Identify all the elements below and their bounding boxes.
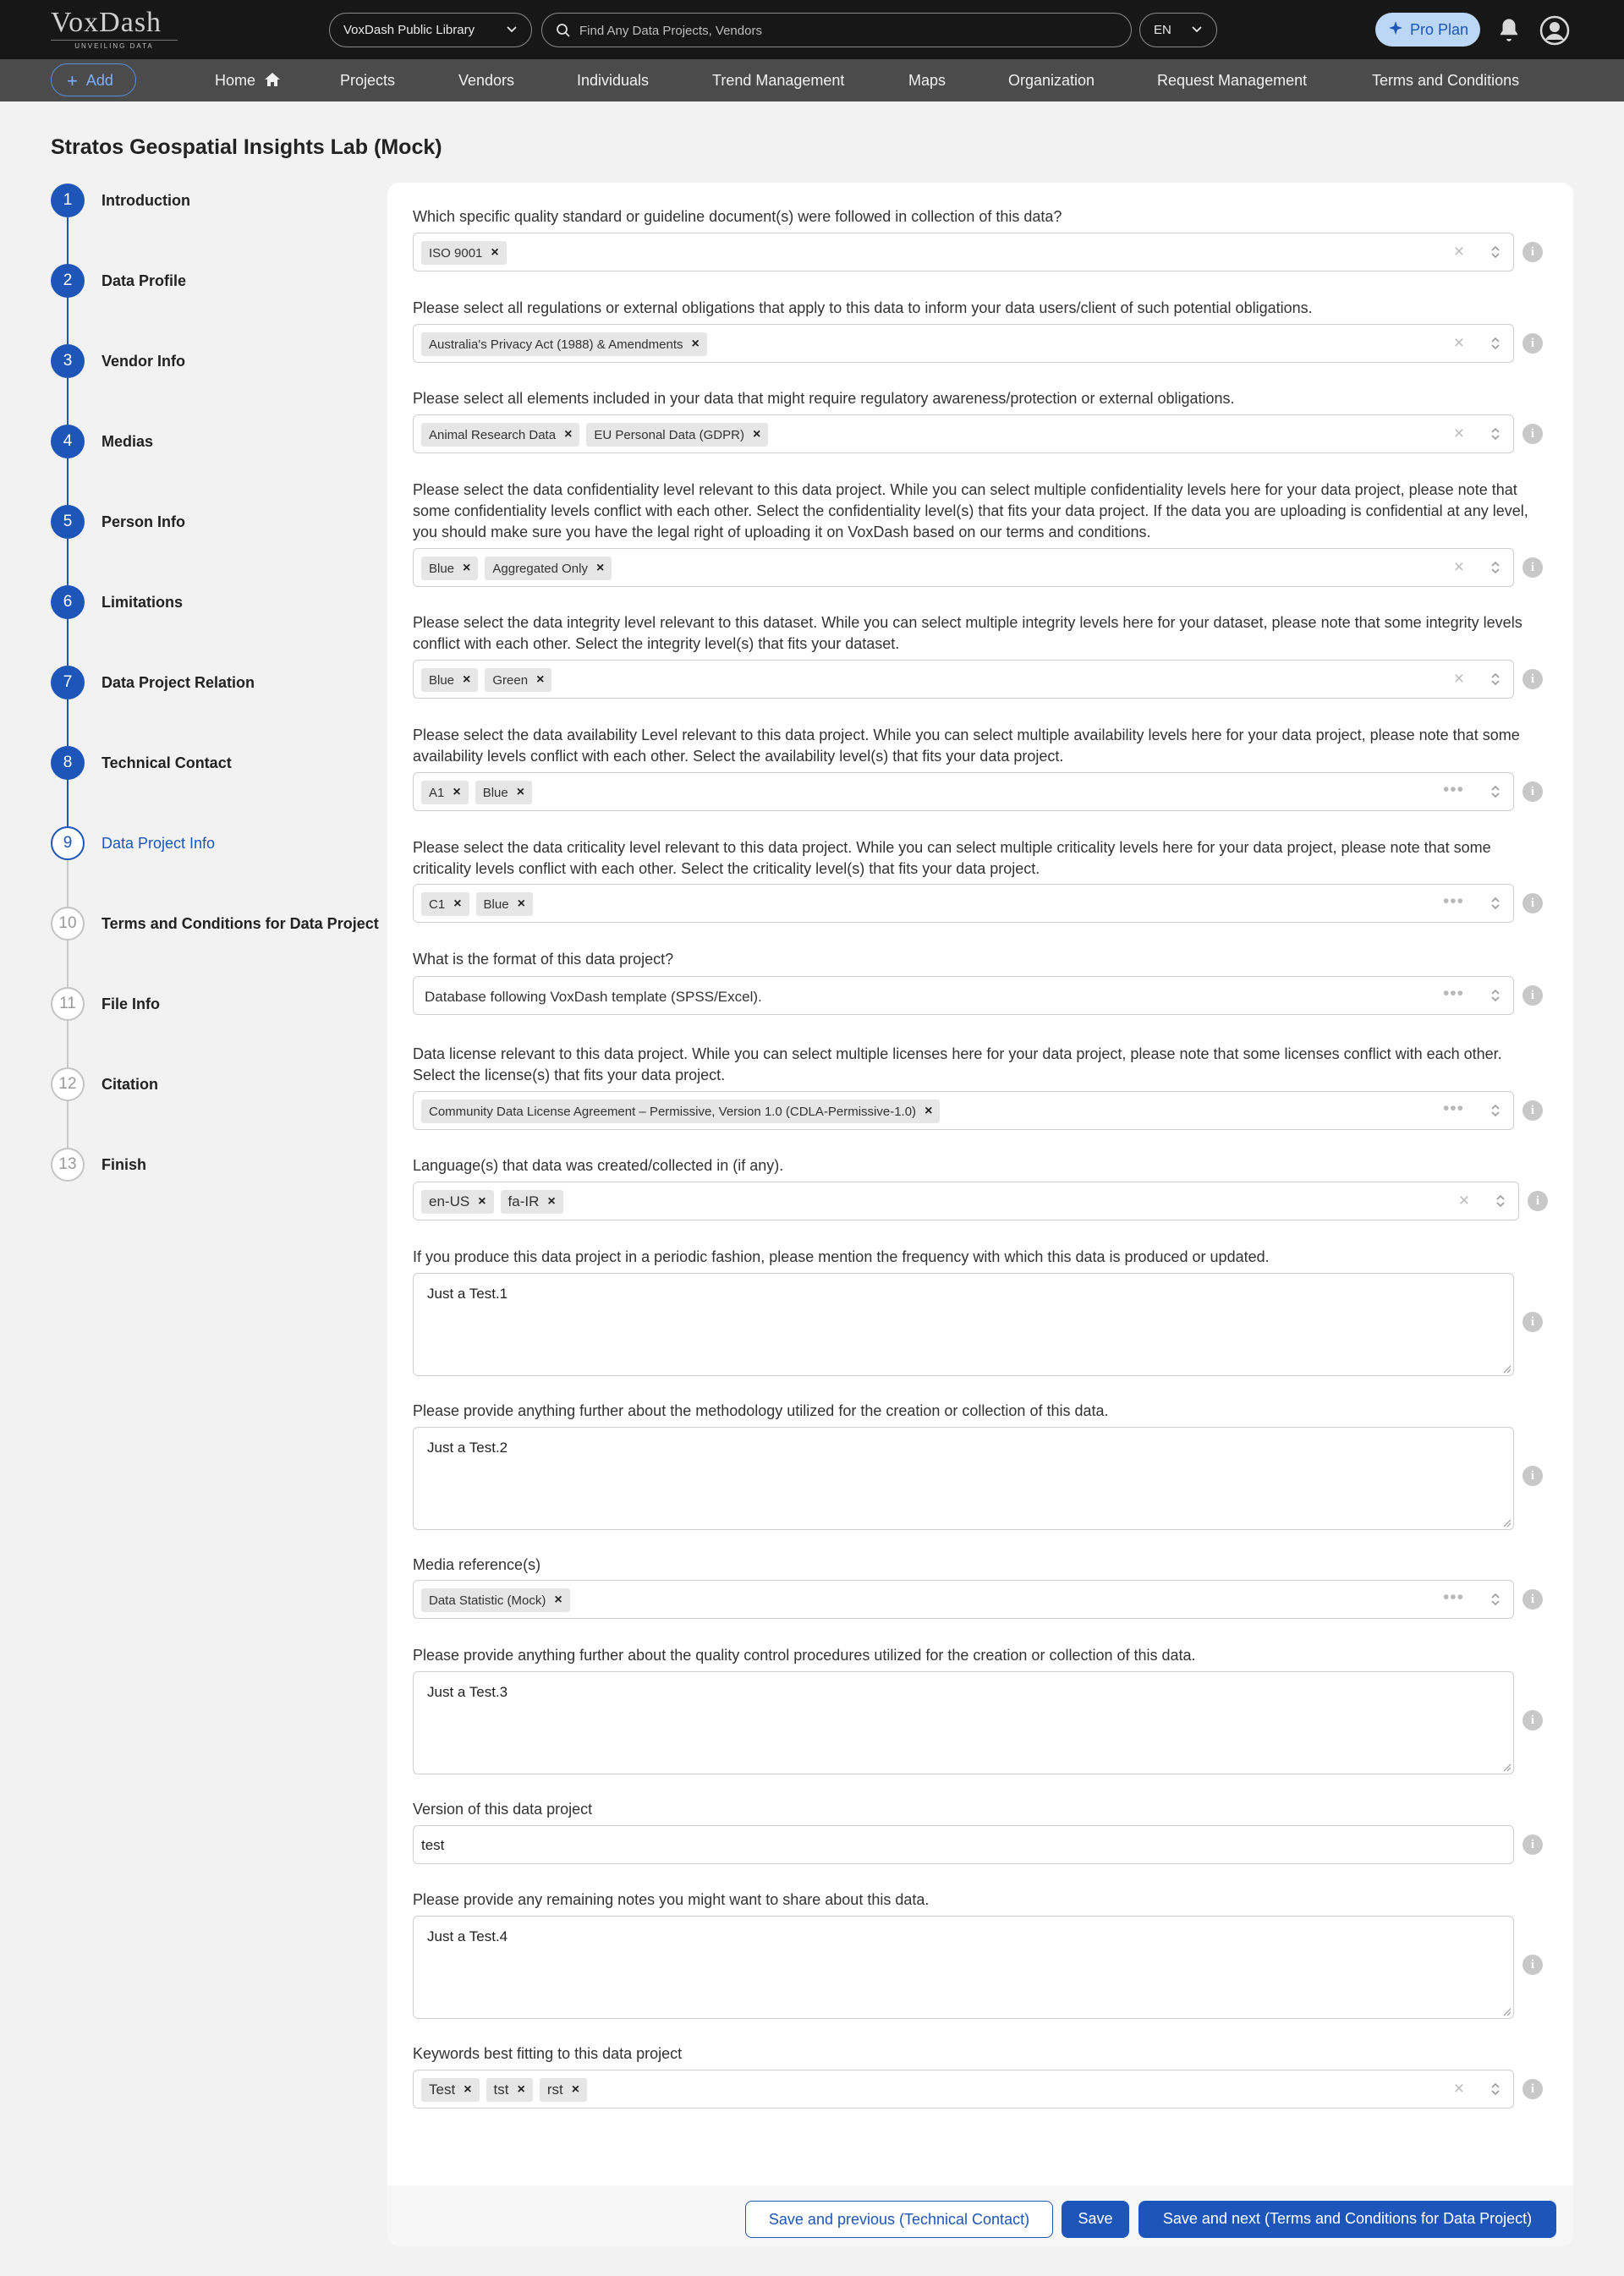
pro-plan-button[interactable] bbox=[1375, 13, 1480, 47]
chip-label: Animal Research Data bbox=[429, 427, 557, 442]
remove-chip-icon[interactable]: × bbox=[478, 1194, 486, 1209]
step-data-project-info[interactable] bbox=[51, 826, 406, 862]
question-notes: Please provide any remaining notes you might want to share about this data. bbox=[413, 1891, 930, 1908]
chip bbox=[421, 1100, 940, 1123]
step-number: 11 bbox=[51, 987, 85, 1021]
chip-label: Australia's Privacy Act (1988) & Amendments bbox=[429, 337, 683, 352]
remove-chip-icon[interactable]: × bbox=[924, 1104, 933, 1118]
remove-chip-icon[interactable]: × bbox=[453, 785, 461, 799]
plus-icon: + bbox=[67, 70, 78, 91]
remove-chip-icon[interactable]: × bbox=[554, 1593, 562, 1607]
step-number: 12 bbox=[51, 1067, 85, 1101]
up-down-chevron-icon[interactable] bbox=[1495, 1193, 1506, 1209]
step-label: Technical Contact bbox=[102, 754, 232, 771]
step-data-profile[interactable] bbox=[51, 264, 406, 299]
chip bbox=[421, 332, 707, 356]
up-down-chevron-icon[interactable] bbox=[1490, 335, 1501, 352]
top-bar bbox=[0, 0, 1624, 59]
step-vendor-info[interactable] bbox=[51, 344, 406, 380]
save-and-next-button[interactable]: Save and next (Terms and Conditions for Data Project) bbox=[1138, 2201, 1556, 2238]
frequency-textarea[interactable] bbox=[413, 1273, 1514, 1376]
quality-control-textarea[interactable] bbox=[413, 1671, 1514, 1774]
up-down-chevron-icon[interactable] bbox=[1490, 1591, 1501, 1608]
remove-chip-icon[interactable]: × bbox=[752, 427, 761, 441]
info-icon[interactable]: i bbox=[1522, 1835, 1543, 1855]
step-number: 10 bbox=[51, 907, 85, 941]
step-medias[interactable] bbox=[51, 425, 406, 460]
up-down-chevron-icon[interactable] bbox=[1490, 671, 1501, 688]
step-file-info[interactable] bbox=[51, 987, 406, 1023]
question-keywords: Keywords best fitting to this data project bbox=[413, 2045, 683, 2062]
info-icon[interactable]: i bbox=[1522, 1466, 1543, 1486]
question-license: Data license relevant to this data project. While you can select multiple licenses here for your data project, please note that some licenses conflict with each other. Select the license(s) that fits your data project. bbox=[413, 1045, 1502, 1083]
step-number: 13 bbox=[51, 1148, 85, 1182]
up-down-chevron-icon[interactable] bbox=[1490, 783, 1501, 800]
remove-chip-icon[interactable]: × bbox=[547, 1194, 556, 1209]
step-limitations[interactable] bbox=[51, 585, 406, 621]
question-quality-control: Please provide anything further about the quality control procedures utilized for the creation or collection of this data. bbox=[413, 1647, 1196, 1664]
logo-tagline: UNVEILING DATA bbox=[51, 40, 178, 50]
chip bbox=[421, 1588, 570, 1612]
question-elements: Please select all elements included in your data that might require regulatory awareness/protection or external obligations. bbox=[413, 390, 1235, 407]
chip bbox=[485, 557, 612, 580]
nav-request-management[interactable]: Request Management bbox=[1157, 72, 1308, 89]
remove-chip-icon[interactable]: × bbox=[491, 245, 499, 260]
search-input[interactable] bbox=[541, 13, 1132, 47]
step-label: Medias bbox=[102, 433, 154, 450]
chip-label: ISO 9001 bbox=[429, 245, 483, 261]
pro-plan-label: Pro Plan bbox=[1410, 21, 1469, 38]
clear-icon[interactable]: × bbox=[1453, 669, 1464, 688]
resize-grip-icon[interactable] bbox=[1501, 1762, 1512, 1772]
remove-chip-icon[interactable]: × bbox=[517, 897, 525, 911]
license-select[interactable] bbox=[413, 1091, 1514, 1130]
search-placeholder: Find Any Data Projects, Vendors bbox=[579, 24, 762, 38]
chip bbox=[421, 1190, 494, 1214]
chip bbox=[421, 892, 469, 916]
notes-value: Just a Test.4 bbox=[427, 1928, 508, 1944]
info-icon[interactable]: i bbox=[1522, 782, 1543, 802]
nav-projects[interactable]: Projects bbox=[340, 72, 396, 89]
step-number: 2 bbox=[51, 264, 85, 298]
info-icon[interactable]: i bbox=[1528, 1191, 1548, 1211]
chip bbox=[540, 2078, 587, 2102]
chip bbox=[421, 781, 469, 804]
step-citation[interactable] bbox=[51, 1067, 406, 1103]
notes-textarea[interactable] bbox=[413, 1916, 1514, 2019]
up-down-chevron-icon[interactable] bbox=[1490, 559, 1501, 576]
confidentiality-select[interactable] bbox=[413, 548, 1514, 587]
info-icon[interactable]: i bbox=[1522, 1312, 1543, 1332]
info-icon[interactable]: i bbox=[1522, 1100, 1543, 1121]
chip bbox=[475, 781, 532, 804]
chevron-down-icon bbox=[505, 22, 518, 36]
step-label: Limitations bbox=[102, 594, 184, 611]
step-label: Data Project Relation bbox=[102, 674, 255, 691]
step-label: Vendor Info bbox=[102, 353, 185, 370]
question-availability: Please select the data availability Level relevant to this data project. While you can select multiple availability levels here for your data project, please note that some availability levels conflict with each other. Select the availability level(s) that fits your data project. bbox=[413, 727, 1520, 765]
frequency-value: Just a Test.1 bbox=[427, 1286, 508, 1302]
chip-label: Blue bbox=[482, 785, 508, 800]
step-label: Introduction bbox=[102, 192, 190, 209]
up-down-chevron-icon[interactable] bbox=[1490, 987, 1501, 1004]
up-down-chevron-icon[interactable] bbox=[1490, 425, 1501, 442]
chip-label: A1 bbox=[429, 785, 445, 800]
logo[interactable] bbox=[51, 8, 186, 49]
chip-label: Blue bbox=[483, 897, 509, 912]
chip bbox=[421, 423, 579, 447]
question-format: What is the format of this data project? bbox=[413, 951, 674, 968]
integrity-select[interactable] bbox=[413, 660, 1514, 699]
page-title: Stratos Geospatial Insights Lab (Mock) bbox=[51, 135, 442, 159]
question-methodology: Please provide anything further about the methodology utilized for the creation or collection of this data. bbox=[413, 1402, 1109, 1419]
question-frequency: If you produce this data project in a periodic fashion, please mention the frequency with which this data is produced or updated. bbox=[413, 1248, 1270, 1265]
step-person-info[interactable] bbox=[51, 505, 406, 540]
step-number: 9 bbox=[51, 826, 85, 860]
nav-home[interactable] bbox=[215, 72, 281, 90]
remove-chip-icon[interactable]: × bbox=[595, 561, 605, 575]
methodology-value: Just a Test.2 bbox=[427, 1440, 508, 1456]
format-value: Database following VoxDash template (SPSS/Excel). bbox=[425, 989, 762, 1005]
quality-standard-select[interactable] bbox=[413, 233, 1514, 271]
chip-label: tst bbox=[493, 2081, 509, 2098]
step-label: File Info bbox=[102, 995, 160, 1012]
chip-label: Green bbox=[492, 672, 529, 688]
remove-chip-icon[interactable]: × bbox=[516, 785, 525, 799]
sparkle-icon bbox=[1389, 21, 1402, 35]
chip bbox=[421, 557, 478, 580]
question-integrity: Please select the data integrity level relevant to this dataset. While you can select multiple integrity levels here for your dataset, please note that some integrity levels conflict with each other. Select the integrity level(s) that fits your dataset. bbox=[413, 614, 1522, 652]
version-input[interactable] bbox=[413, 1825, 1514, 1864]
step-terms-and-conditions[interactable] bbox=[51, 907, 406, 942]
loading-dots-icon: ••• bbox=[1442, 891, 1464, 911]
elements-select[interactable] bbox=[413, 414, 1514, 453]
step-label: Data Project Info bbox=[102, 835, 216, 852]
clear-icon[interactable]: × bbox=[1453, 557, 1464, 577]
info-icon[interactable]: i bbox=[1522, 893, 1543, 913]
info-icon[interactable]: i bbox=[1522, 2079, 1543, 2099]
step-number: 6 bbox=[51, 585, 85, 619]
logo-text: VoxDash bbox=[51, 7, 162, 38]
up-down-chevron-icon[interactable] bbox=[1490, 1102, 1501, 1119]
question-criticality: Please select the data criticality level relevant to this data project. While you can select multiple criticality levels here for your data project, please note that some criticality levels conflict with each other. Select the criticality level(s) that fits your data project. bbox=[413, 839, 1491, 877]
step-introduction[interactable] bbox=[51, 184, 406, 219]
chip-label: Blue bbox=[429, 672, 455, 688]
info-icon[interactable]: i bbox=[1522, 424, 1543, 444]
chip bbox=[421, 2078, 480, 2102]
language-select[interactable] bbox=[1139, 13, 1217, 47]
chip bbox=[485, 668, 551, 692]
step-label: Terms and Conditions for Data Project bbox=[102, 915, 379, 932]
step-label: Finish bbox=[102, 1156, 146, 1173]
step-label: Citation bbox=[102, 1076, 158, 1093]
clear-icon[interactable]: × bbox=[1453, 242, 1464, 261]
chip bbox=[421, 241, 507, 265]
remove-chip-icon[interactable]: × bbox=[453, 897, 462, 911]
nav-trend-management[interactable]: Trend Management bbox=[712, 72, 845, 89]
step-number: 8 bbox=[51, 746, 85, 780]
step-label: Person Info bbox=[102, 513, 186, 530]
info-icon[interactable]: i bbox=[1522, 985, 1543, 1006]
format-select[interactable] bbox=[413, 976, 1514, 1015]
info-icon[interactable]: i bbox=[1522, 333, 1543, 354]
nav-home-label: Home bbox=[215, 72, 256, 89]
chip-label: C1 bbox=[429, 897, 446, 912]
save-button[interactable]: Save bbox=[1062, 2201, 1129, 2238]
remove-chip-icon[interactable]: × bbox=[463, 561, 471, 575]
add-button[interactable] bbox=[51, 63, 136, 96]
up-down-chevron-icon[interactable] bbox=[1490, 2081, 1501, 2098]
loading-dots-icon: ••• bbox=[1442, 984, 1464, 1003]
resize-grip-icon[interactable] bbox=[1501, 1517, 1512, 1527]
resize-grip-icon[interactable] bbox=[1501, 1363, 1512, 1374]
remove-chip-icon[interactable]: × bbox=[691, 337, 700, 351]
media-select[interactable] bbox=[413, 1580, 1514, 1619]
remove-chip-icon[interactable]: × bbox=[536, 672, 545, 687]
info-icon[interactable]: i bbox=[1522, 242, 1543, 262]
question-quality-standard: Which specific quality standard or guideline document(s) were followed in collection of this data? bbox=[413, 208, 1062, 225]
keywords-select[interactable] bbox=[413, 2070, 1514, 2109]
loading-dots-icon: ••• bbox=[1442, 1099, 1464, 1118]
clear-icon[interactable]: × bbox=[1453, 424, 1464, 443]
question-regulations: Please select all regulations or external obligations that apply to this data to inform your data users/client of such potential obligations. bbox=[413, 299, 1313, 316]
chip-label: Aggregated Only bbox=[492, 561, 588, 576]
criticality-select[interactable] bbox=[413, 884, 1514, 923]
question-languages: Language(s) that data was created/collected in (if any). bbox=[413, 1157, 784, 1174]
avatar-icon[interactable] bbox=[1539, 15, 1570, 46]
regulations-select[interactable] bbox=[413, 324, 1514, 363]
availability-select[interactable] bbox=[413, 772, 1514, 811]
step-label: Data Profile bbox=[102, 272, 187, 289]
step-finish[interactable] bbox=[51, 1148, 406, 1183]
chip-label: Test bbox=[429, 2081, 456, 2098]
info-icon[interactable]: i bbox=[1522, 1589, 1543, 1610]
chip-label: Blue bbox=[429, 561, 455, 576]
nav-terms-and-conditions[interactable]: Terms and Conditions bbox=[1372, 72, 1520, 89]
info-icon[interactable]: i bbox=[1522, 1710, 1543, 1730]
languages-select[interactable] bbox=[413, 1182, 1519, 1220]
chip bbox=[476, 892, 533, 916]
step-number: 3 bbox=[51, 344, 85, 378]
library-select-label: VoxDash Public Library bbox=[343, 23, 475, 37]
chevron-down-icon bbox=[1190, 22, 1204, 36]
nav-vendors[interactable]: Vendors bbox=[458, 72, 515, 89]
home-icon bbox=[264, 72, 281, 87]
nav-individuals[interactable]: Individuals bbox=[577, 72, 650, 89]
nav-maps[interactable]: Maps bbox=[908, 72, 946, 89]
nav-bar bbox=[0, 59, 1624, 101]
language-label: EN bbox=[1154, 23, 1171, 37]
chip-label: en-US bbox=[429, 1193, 470, 1209]
chip bbox=[421, 668, 478, 692]
step-number: 4 bbox=[51, 425, 85, 458]
info-icon[interactable]: i bbox=[1522, 669, 1543, 689]
up-down-chevron-icon[interactable] bbox=[1490, 244, 1501, 261]
info-icon[interactable]: i bbox=[1522, 557, 1543, 578]
chip-label: Community Data License Agreement – Permissive, Version 1.0 (CDLA-Permissive-1.0) bbox=[429, 1104, 917, 1119]
library-select[interactable] bbox=[329, 13, 532, 47]
resize-grip-icon[interactable] bbox=[1501, 2006, 1512, 2016]
remove-chip-icon[interactable]: × bbox=[564, 427, 573, 441]
remove-chip-icon[interactable]: × bbox=[464, 2082, 472, 2097]
chip-label: EU Personal Data (GDPR) bbox=[594, 427, 744, 442]
chip bbox=[586, 423, 768, 447]
loading-dots-icon: ••• bbox=[1442, 780, 1464, 799]
nav-organization[interactable]: Organization bbox=[1008, 72, 1095, 89]
question-media: Media reference(s) bbox=[413, 1556, 541, 1573]
step-number: 5 bbox=[51, 505, 85, 539]
question-version: Version of this data project bbox=[413, 1801, 593, 1818]
quality-control-value: Just a Test.3 bbox=[427, 1684, 508, 1700]
clear-icon[interactable]: × bbox=[1458, 1191, 1469, 1210]
up-down-chevron-icon[interactable] bbox=[1490, 895, 1501, 912]
step-number: 1 bbox=[51, 184, 85, 217]
add-label: Add bbox=[85, 72, 113, 89]
search-icon bbox=[556, 23, 571, 38]
chip bbox=[486, 2078, 533, 2102]
methodology-textarea[interactable] bbox=[413, 1427, 1514, 1530]
remove-chip-icon[interactable]: × bbox=[571, 2082, 580, 2097]
clear-icon[interactable]: × bbox=[1453, 2079, 1464, 2098]
clear-icon[interactable]: × bbox=[1453, 333, 1464, 353]
chip-label: rst bbox=[546, 2081, 563, 2098]
question-confidentiality: Please select the data confidentiality level relevant to this data project. While you can select multiple confidentiality levels here for your data project, please note that some confidentiality levels conflict with each other. Select the confidentiality level(s) that fits your data project. If the data you are uploading is confidential at any level, you should make sure you have the legal right of uploading it on VoxDash based on our terms and conditions. bbox=[413, 481, 1528, 540]
step-data-project-relation[interactable] bbox=[51, 666, 406, 701]
remove-chip-icon[interactable]: × bbox=[463, 672, 471, 687]
chip-label: Data Statistic (Mock) bbox=[429, 1593, 546, 1608]
step-number: 7 bbox=[51, 666, 85, 699]
info-icon[interactable]: i bbox=[1522, 1955, 1543, 1975]
chip bbox=[501, 1190, 563, 1214]
bell-icon[interactable] bbox=[1496, 17, 1522, 42]
save-and-previous-button[interactable]: Save and previous (Technical Contact) bbox=[745, 2201, 1053, 2238]
chip-label: fa-IR bbox=[508, 1193, 540, 1209]
loading-dots-icon: ••• bbox=[1442, 1588, 1464, 1607]
version-value: test bbox=[421, 1837, 445, 1853]
remove-chip-icon[interactable]: × bbox=[517, 2082, 525, 2097]
step-technical-contact[interactable] bbox=[51, 746, 406, 782]
